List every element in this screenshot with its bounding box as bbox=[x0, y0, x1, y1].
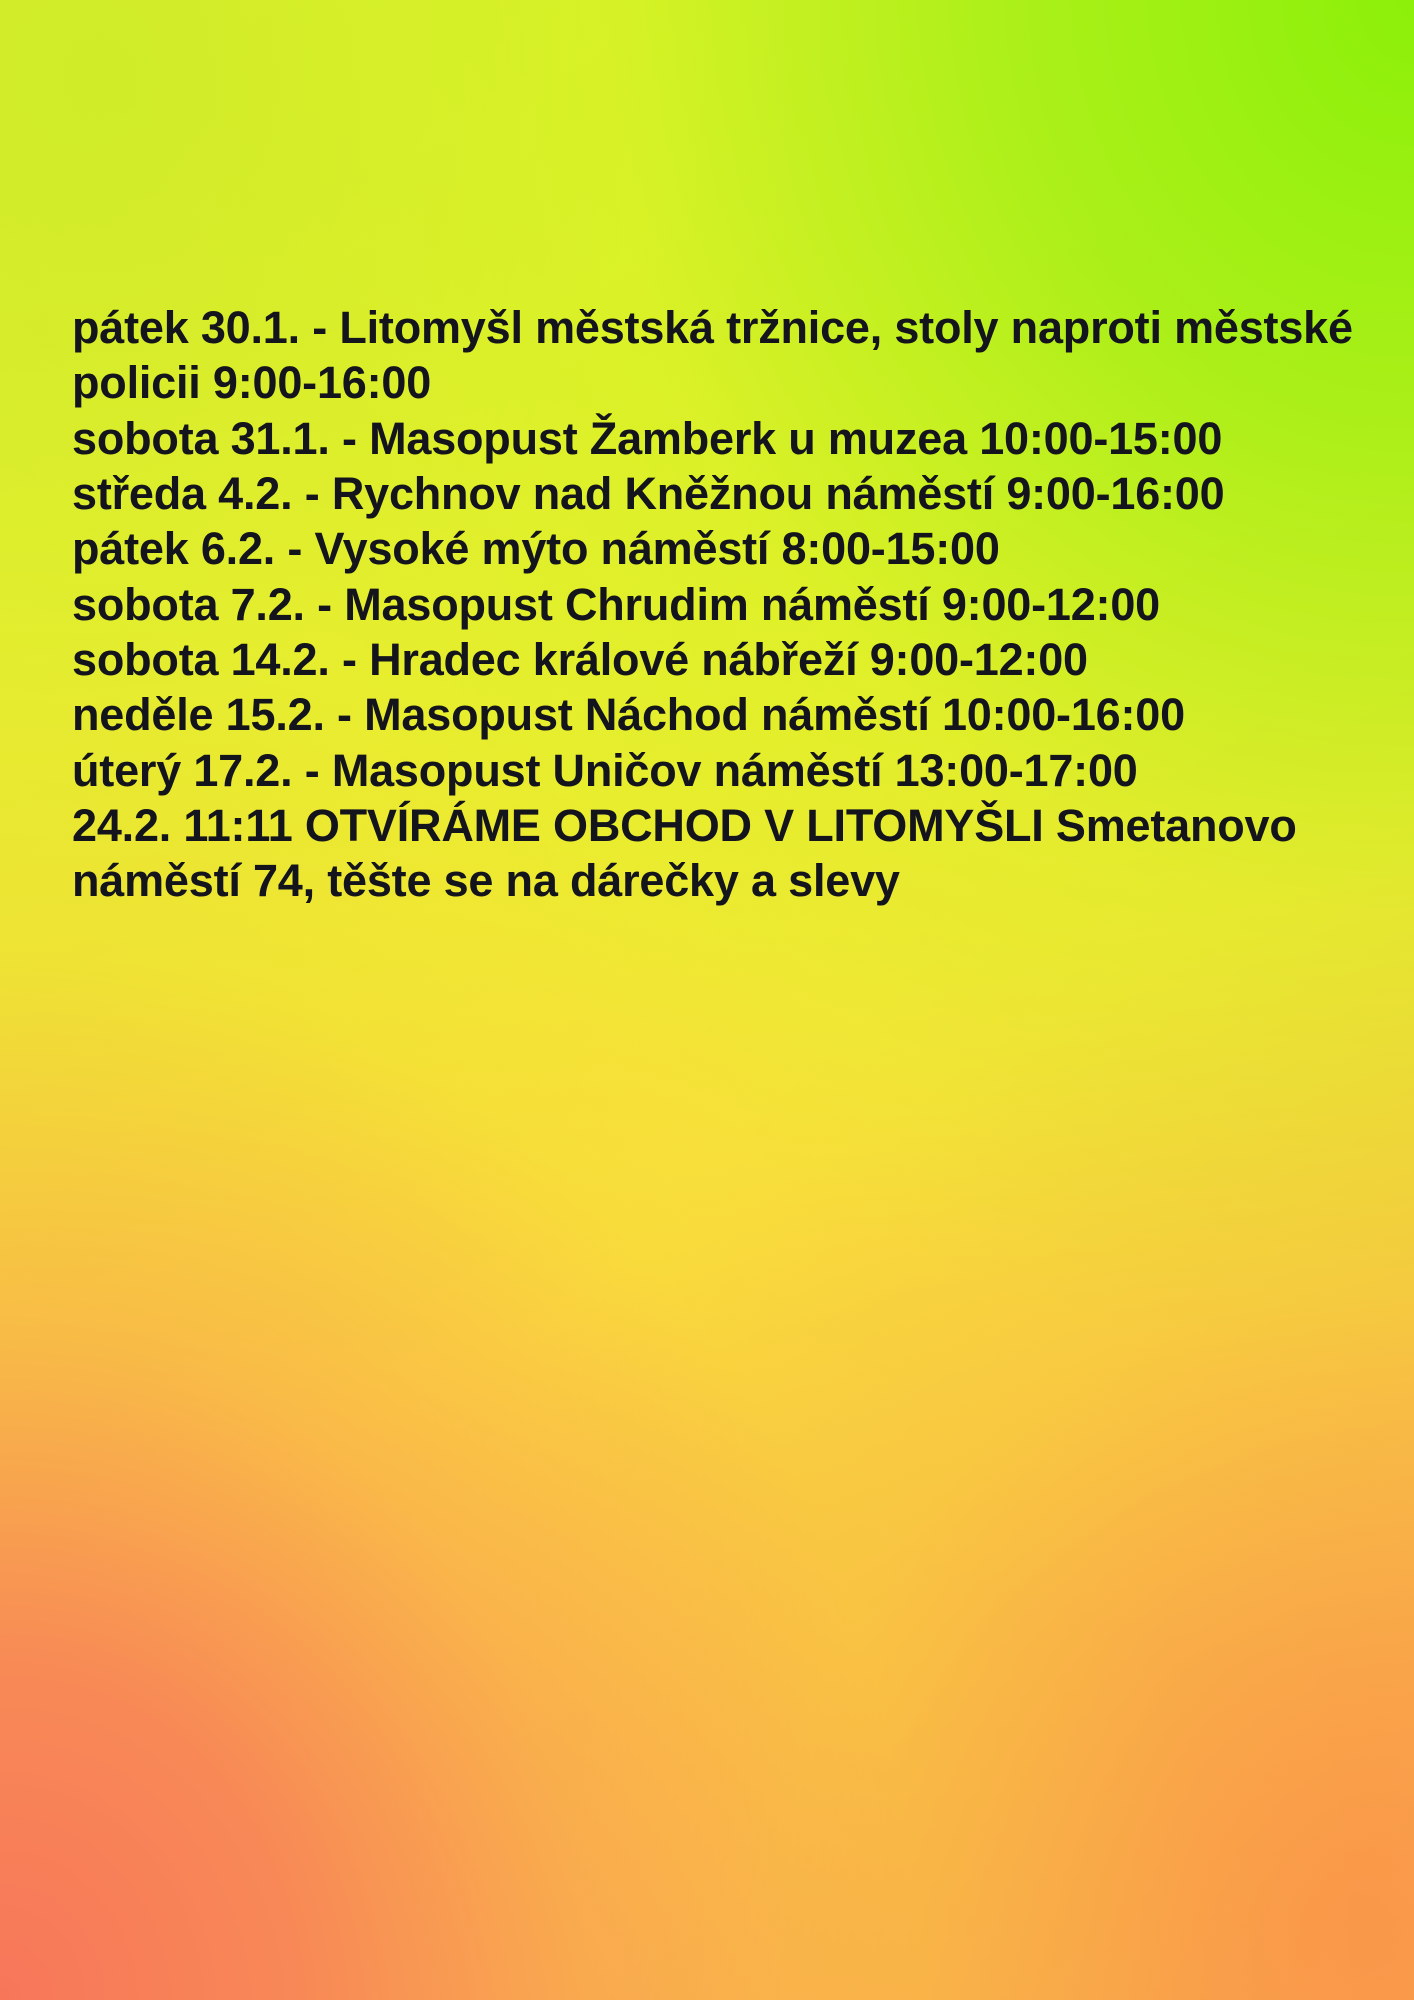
schedule-line: sobota 31.1. - Masopust Žamberk u muzea 10:00-15:00 bbox=[72, 412, 1223, 464]
schedule-line: pátek 30.1. - Litomyšl městská tržnice, stoly naproti městské policii 9:00-16:00 bbox=[72, 302, 1366, 409]
schedule-line: 24.2. 11:11 OTVÍRÁME OBCHOD V LITOMYŠLI Smetanovo náměstí 74, těšte se na dárečky a slevy bbox=[72, 800, 1309, 907]
schedule-line: pátek 6.2. - Vysoké mýto náměstí 8:00-15:00 bbox=[72, 523, 1000, 575]
schedule-line: neděle 15.2. - Masopust Náchod náměstí 10:00-16:00 bbox=[72, 689, 1185, 741]
schedule-line: středa 4.2. - Rychnov nad Kněžnou náměstí 9:00-16:00 bbox=[72, 468, 1225, 520]
schedule-line: úterý 17.2. - Masopust Uničov náměstí 13:00-17:00 bbox=[72, 744, 1138, 796]
schedule-line: sobota 14.2. - Hradec králové nábřeží 9:00-12:00 bbox=[72, 634, 1088, 686]
schedule-line: sobota 7.2. - Masopust Chrudim náměstí 9:00-12:00 bbox=[72, 578, 1160, 630]
schedule-text-block bbox=[72, 300, 1366, 909]
